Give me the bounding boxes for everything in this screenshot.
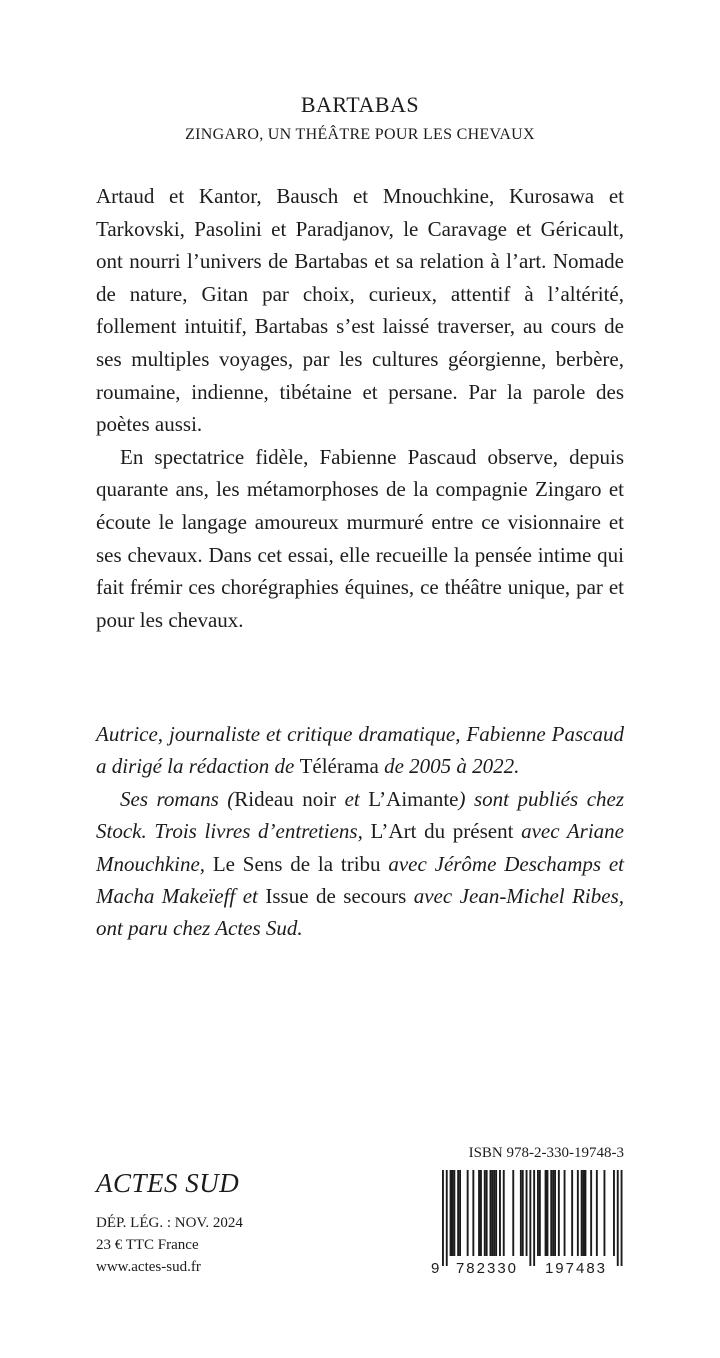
bio-text: Ses romans ( [120,786,235,811]
barcode-bar [452,1170,454,1256]
barcode-graphic [429,1170,624,1276]
barcode-bar [484,1170,486,1256]
blurb-paragraph: Artaud et Kantor, Bausch et Mnouchkine, Kurosawa et Tarkovski, Pasolini et Paradjanov, le Caravage et Géricault, ont nourri l’univers de Bartabas et sa relation à l’art. Nomade de nature, Gitan par choix, curieux, attentif à l’altérité, follement intuitif, Bartabas s’est laissé traverser, au cours de ses multiples voyages, par les cultures géorgienne, berbère, roumaine, indienne, tibétaine et persane. Par la parole des poètes aussi. [96,184,624,437]
barcode-bar [554,1170,556,1256]
bio-paragraph [96,718,624,783]
barcode-bar [571,1170,573,1256]
barcode-bar [577,1170,579,1256]
barcode-bar [486,1170,488,1256]
barcode [429,1170,624,1276]
bio-text: Autrice, journaliste et critique dramatique, Fabienne Pascaud a dirigé la rédaction de [96,722,624,779]
barcode-bar [564,1170,566,1256]
book-title-ref: L’Art du présent [370,819,514,844]
barcode-bar [493,1170,495,1256]
barcode-bar [537,1170,539,1256]
barcode-bar [552,1170,554,1256]
barcode-bar [590,1170,592,1256]
barcode-bar [585,1170,587,1256]
barcode-bar [550,1170,552,1256]
barcode-bar [539,1170,541,1256]
barcode-bar [446,1170,448,1266]
author-bio [96,718,624,945]
barcode-bar [512,1170,514,1256]
book-title-ref: Le Sens de la tribu [212,851,381,876]
barcode-bar [495,1170,497,1256]
legal-info [96,1212,243,1278]
bio-text: avec Jean-Michel Ribes, ont paru chez Actes Sud. [96,884,624,941]
bio-paragraph [96,783,624,945]
book-title-ref: Rideau noir [234,786,337,811]
barcode-bar [529,1170,531,1266]
barcode-bar [453,1170,455,1256]
barcode-bar [545,1170,547,1256]
price: 23 € TTC France [96,1237,199,1253]
barcode-bar [472,1170,474,1256]
back-cover-blurb [96,180,624,636]
publisher-website: www.actes-sud.fr [96,1259,201,1275]
bio-text: avec Jérôme Deschamps et Macha Makeïeff et [96,851,624,909]
book-subtitle: ZINGARO, UN THÉÂTRE POUR LES CHEVAUX [185,126,535,143]
barcode-bar [583,1170,585,1256]
book-title: BARTABAS [300,92,420,117]
barcode-left-digits: 782330 [455,1260,519,1276]
barcode-bar [547,1170,549,1256]
barcode-bar [499,1170,501,1256]
bio-text: ) sont publiés chez Stock. Trois livres d’entretiens, [96,786,625,844]
barcode-bar [522,1170,524,1256]
barcode-bar [459,1170,461,1256]
blurb-paragraph: En spectatrice fidèle, Fabienne Pascaud observe, depuis quarante ans, les métamorphoses de la compagnie Zingaro et écoute le langage amoureux murmuré entre ce visionnaire et ses chevaux. Dans cet essai, elle recueille la pensée intime qui fait frémir ces chorégraphies équines, ce théâtre unique, par et pour les chevaux. [96,444,624,632]
barcode-bar [520,1170,522,1256]
barcode-bar [617,1170,619,1266]
bio-text: de 2005 à 2022. [378,754,520,779]
barcode-bar [581,1170,583,1256]
barcode-bar [490,1170,492,1256]
barcode-bar [526,1170,528,1256]
barcode-bar [442,1170,444,1266]
barcode-bar [613,1170,615,1256]
magazine-title: Télérama [299,754,379,779]
barcode-bar [533,1170,535,1266]
barcode-bar [467,1170,469,1256]
book-title-ref: L’Aimante [368,786,459,811]
barcode-bar [478,1170,480,1256]
bio-text: et [336,786,369,811]
isbn-label: ISBN 978-2-330-19748-3 [468,1145,624,1161]
barcode-bar [558,1170,560,1256]
bio-text: avec Ariane Mnouchkine, [96,819,624,876]
barcode-bar [480,1170,482,1256]
barcode-bar [621,1170,623,1266]
publisher-name: ACTES SUD [96,1168,240,1198]
depot-legal: DÉP. LÉG. : NOV. 2024 [96,1215,243,1231]
barcode-bar [503,1170,505,1256]
barcode-bar [491,1170,493,1256]
barcode-first-digit: 9 [431,1260,440,1276]
barcode-bar [596,1170,598,1256]
barcode-bar [450,1170,452,1256]
barcode-bar [457,1170,459,1256]
book-title-ref: Issue de secours [265,884,407,909]
barcode-right-digits: 197483 [544,1260,608,1276]
barcode-bar [604,1170,606,1256]
